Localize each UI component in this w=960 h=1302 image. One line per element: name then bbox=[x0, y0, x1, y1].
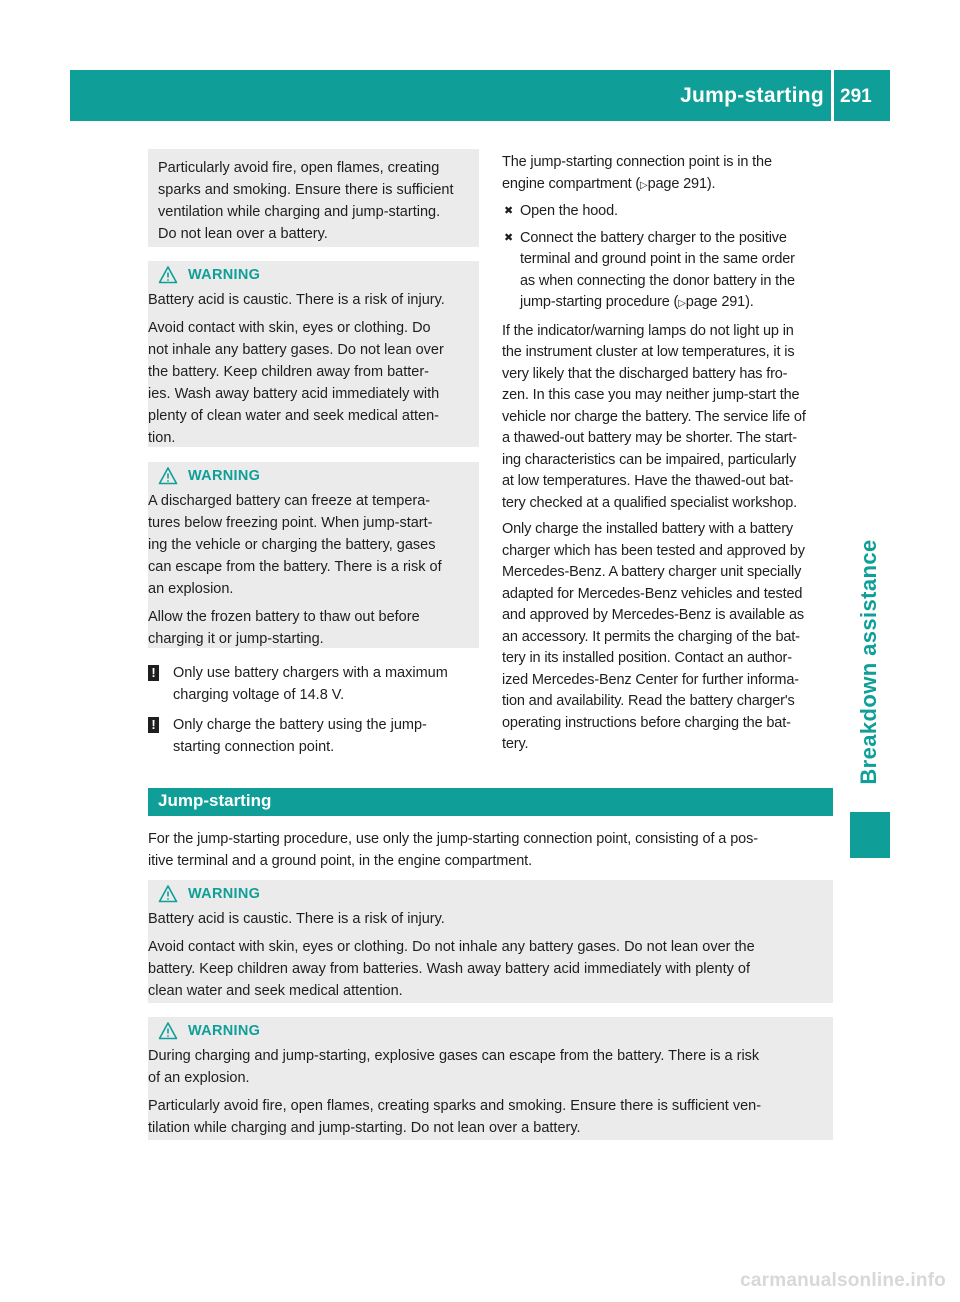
text-line: Do not lean over a battery. bbox=[158, 226, 328, 242]
warning-box-3 bbox=[148, 880, 833, 1003]
warning-text: Battery acid is caustic. There is a risk of injury. bbox=[148, 292, 445, 308]
notice-text: starting connection point. bbox=[173, 738, 335, 755]
text-line: Particularly avoid fire, open flames, creating bbox=[158, 160, 440, 176]
text-line: If the indicator/warning lamps do not light up in bbox=[502, 322, 794, 339]
warning-label: WARNING bbox=[188, 267, 261, 283]
warning-text: ies. Wash away battery acid immediately with bbox=[148, 386, 440, 402]
text-line: zen. In this case you may neither jump-start the bbox=[502, 387, 800, 403]
paragraph bbox=[502, 321, 836, 515]
warning-text: of an explosion. bbox=[148, 1070, 250, 1086]
text-line: sparks and smoking. Ensure there is sufficient bbox=[158, 182, 454, 198]
warning-text: Avoid contact with skin, eyes or clothing. Do not inhale any battery gases. Do not lean over the bbox=[148, 939, 755, 955]
text-line: The jump-starting connection point is in the bbox=[502, 154, 772, 170]
text-line: tery checked at a qualified specialist workshop. bbox=[502, 494, 798, 511]
warning-triangle-icon bbox=[158, 1021, 178, 1041]
text-line: tery. bbox=[502, 736, 529, 752]
warning-text: Avoid contact with skin, eyes or clothing. Do bbox=[148, 320, 431, 336]
warning-text: tion. bbox=[148, 430, 176, 446]
notice-icon: ! bbox=[148, 717, 159, 733]
text-line: engine compartment (▷page 291). bbox=[502, 175, 716, 192]
text-line: itive terminal and a ground point, in the engine compartment. bbox=[148, 852, 533, 869]
step-item bbox=[502, 201, 836, 223]
warning-text: clean water and seek medical attention. bbox=[148, 983, 403, 999]
step-item bbox=[502, 228, 836, 315]
text-line: operating instructions before charging the bat- bbox=[502, 714, 791, 731]
side-section-label: Breakdown assistance bbox=[856, 539, 881, 785]
notice-icon: ! bbox=[148, 665, 159, 681]
warning-triangle-icon bbox=[158, 466, 178, 486]
text-line: very likely that the discharged battery has fro- bbox=[502, 365, 788, 382]
warning-text: Battery acid is caustic. There is a risk of injury. bbox=[148, 911, 445, 927]
warning-text: A discharged battery can freeze at tempera- bbox=[148, 493, 431, 509]
intro-box bbox=[148, 149, 479, 247]
text-line: a thawed-out battery may be shorter. The start- bbox=[502, 430, 797, 446]
side-tab-marker bbox=[850, 812, 890, 858]
page-ref-link[interactable]: page 291). bbox=[647, 175, 716, 192]
warning-text: During charging and jump-starting, explosive gases can escape from the battery. There is a risk bbox=[148, 1048, 760, 1064]
step-text: jump-starting procedure (▷page 291). bbox=[520, 294, 754, 310]
warning-text: the battery. Keep children away from batter- bbox=[148, 364, 430, 380]
warning-text: an explosion. bbox=[148, 581, 234, 597]
page-title: Jump-starting bbox=[680, 84, 824, 107]
warning-text: can escape from the battery. There is a risk of bbox=[148, 559, 442, 575]
notice-text: charging voltage of 14.8 V. bbox=[173, 686, 345, 703]
warning-text: tures below freezing point. When jump-start- bbox=[148, 515, 433, 531]
text-line: ventilation while charging and jump-starting. bbox=[158, 204, 441, 220]
notice-text: Only charge the battery using the jump- bbox=[173, 717, 427, 733]
step-text: Connect the battery charger to the positive bbox=[520, 229, 787, 246]
warning-triangle-icon bbox=[158, 265, 178, 285]
text-line: an accessory. It permits the charging of the bat- bbox=[502, 628, 800, 645]
text-line: For the jump-starting procedure, use only the jump-starting connection point, consisting of a pos- bbox=[148, 831, 758, 847]
warning-text: battery. Keep children away from batteries. Wash away battery acid immediately with plenty of bbox=[148, 961, 751, 977]
warning-box-4 bbox=[148, 1017, 833, 1140]
warning-text: Allow the frozen battery to thaw out before bbox=[148, 609, 420, 625]
text-line: adapted for Mercedes-Benz vehicles and tested bbox=[502, 585, 803, 602]
text-line: vehicle nor charge the battery. The service life of bbox=[502, 408, 806, 425]
text-line: Only charge the installed battery with a battery bbox=[502, 521, 794, 537]
warning-triangle-icon bbox=[158, 884, 178, 904]
page-ref-arrow-icon: ▷ bbox=[678, 298, 686, 309]
warning-text: tilation while charging and jump-starting. Do not lean over a battery. bbox=[148, 1120, 581, 1136]
notice-text: Only use battery chargers with a maximum bbox=[173, 665, 448, 681]
notice-item bbox=[148, 663, 483, 706]
section-title: Jump-starting bbox=[158, 791, 272, 810]
text-line: the instrument cluster at low temperatures, it is bbox=[502, 344, 795, 360]
section-intro bbox=[148, 829, 838, 872]
notice-list bbox=[148, 663, 483, 758]
text-line: tion and availability. Read the battery charger's bbox=[502, 693, 795, 709]
step-arrow-icon: ✖ bbox=[504, 205, 514, 217]
text-line: at low temperatures. Have the thawed-out bat- bbox=[502, 473, 794, 489]
text-line: and approved by Mercedes-Benz is available as bbox=[502, 607, 804, 623]
page-ref-arrow-icon: ▷ bbox=[640, 179, 648, 191]
warning-text: plenty of clean water and seek medical atten- bbox=[148, 408, 439, 424]
page-number: 291 bbox=[840, 86, 872, 107]
warning-box-1 bbox=[148, 261, 479, 447]
step-arrow-icon: ✖ bbox=[504, 231, 514, 244]
header-divider bbox=[831, 70, 834, 121]
warning-text: not inhale any battery gases. Do not lean over bbox=[148, 342, 444, 358]
text-line: Mercedes-Benz. A battery charger unit specially bbox=[502, 564, 802, 580]
paragraph bbox=[502, 519, 836, 756]
warning-text: ing the vehicle or charging the battery, gases bbox=[148, 537, 436, 553]
warning-label: WARNING bbox=[188, 886, 261, 902]
notice-item bbox=[148, 715, 483, 758]
watermark: carmanualsonline.info bbox=[740, 1270, 946, 1291]
warning-box-2 bbox=[148, 462, 479, 648]
step-text: as when connecting the donor battery in the bbox=[520, 272, 795, 289]
text-line: ing characteristics can be impaired, particularly bbox=[502, 451, 797, 468]
text-line: tery in its installed position. Contact an author- bbox=[502, 650, 792, 666]
text-line: charger which has been tested and approved by bbox=[502, 542, 805, 559]
step-text: Open the hood. bbox=[520, 203, 618, 219]
step-text: terminal and ground point in the same order bbox=[520, 251, 795, 267]
right-column bbox=[502, 152, 836, 756]
warning-text: Particularly avoid fire, open flames, creating sparks and smoking. Ensure there is sufficient ven- bbox=[148, 1098, 762, 1114]
warning-text: charging it or jump-starting. bbox=[148, 631, 324, 647]
warning-label: WARNING bbox=[188, 1023, 261, 1039]
warning-label: WARNING bbox=[188, 468, 261, 484]
page-ref-link[interactable]: page 291). bbox=[685, 294, 754, 310]
text-line: ized Mercedes-Benz Center for further informa- bbox=[502, 671, 799, 688]
